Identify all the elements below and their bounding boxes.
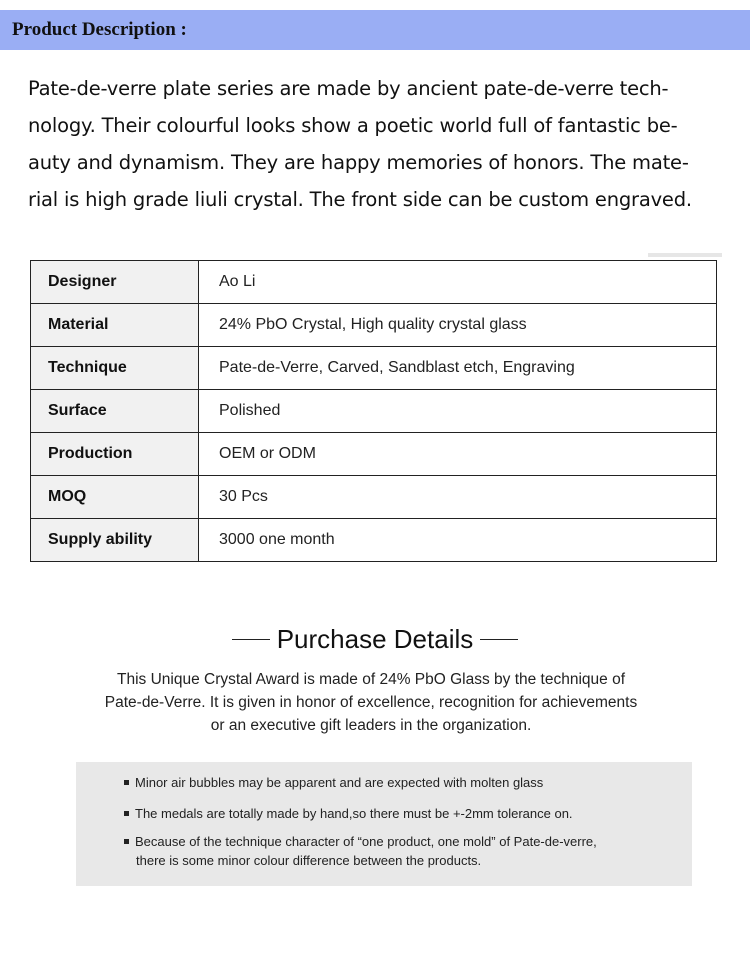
- intro-line: nology. Their colourful looks show a poetic world full of fantastic be-: [28, 114, 678, 137]
- table-row: [31, 347, 717, 390]
- spec-value: Ao Li: [199, 261, 717, 304]
- square-bullet-icon: [124, 780, 129, 785]
- note-item: [124, 804, 573, 823]
- spec-value: 30 Pcs: [199, 476, 717, 519]
- spec-label: MOQ: [31, 476, 199, 519]
- table-row: [31, 519, 717, 562]
- purchase-heading: [0, 624, 750, 655]
- note-item: [124, 832, 597, 870]
- purchase-line: Pate-de-Verre. It is given in honor of excellence, recognition for achievements: [104, 694, 638, 711]
- square-bullet-icon: [124, 839, 129, 844]
- spec-label: Surface: [31, 390, 199, 433]
- table-row: [31, 261, 717, 304]
- spec-value: Polished: [199, 390, 717, 433]
- purchase-line: This Unique Crystal Award is made of 24% PbO Glass by the technique of: [116, 671, 626, 688]
- note-item: [124, 773, 543, 792]
- table-row: [31, 304, 717, 347]
- section-title: Product Description :: [12, 19, 187, 40]
- purchase-description: [0, 668, 742, 737]
- spec-table: [30, 260, 717, 562]
- square-bullet-icon: [124, 811, 129, 816]
- note-text: Minor air bubbles may be apparent and are expected with molten glass: [135, 775, 544, 790]
- spec-value: OEM or ODM: [199, 433, 717, 476]
- heading-dash: [480, 639, 518, 641]
- intro-line: auty and dynamism. They are happy memories of honors. The mate-: [28, 151, 689, 174]
- section-header: [0, 10, 750, 50]
- spec-label: Technique: [31, 347, 199, 390]
- note-text-continued: there is some minor colour difference between the products.: [136, 853, 482, 868]
- table-row: [31, 476, 717, 519]
- spec-value: Pate-de-Verre, Carved, Sandblast etch, Engraving: [199, 347, 717, 390]
- intro-paragraph: [28, 70, 733, 218]
- note-text: Because of the technique character of “one product, one mold” of Pate-de-verre,: [135, 834, 597, 849]
- notes-box: [76, 762, 692, 886]
- table-row: [31, 433, 717, 476]
- spec-value: 3000 one month: [199, 519, 717, 562]
- note-text: The medals are totally made by hand,so there must be +-2mm tolerance on.: [135, 806, 573, 821]
- purchase-line: or an executive gift leaders in the organization.: [210, 717, 532, 734]
- spec-label: Production: [31, 433, 199, 476]
- spec-value: 24% PbO Crystal, High quality crystal glass: [199, 304, 717, 347]
- spec-label: Supply ability: [31, 519, 199, 562]
- intro-line: rial is high grade liuli crystal. The front side can be custom engraved.: [28, 188, 692, 211]
- spec-label: Designer: [31, 261, 199, 304]
- intro-line: Pate-de-verre plate series are made by ancient pate-de-verre tech-: [28, 77, 669, 100]
- table-row: [31, 390, 717, 433]
- heading-dash: [232, 639, 270, 641]
- decorative-rule: [648, 253, 722, 257]
- spec-label: Material: [31, 304, 199, 347]
- purchase-title: Purchase Details: [276, 624, 474, 654]
